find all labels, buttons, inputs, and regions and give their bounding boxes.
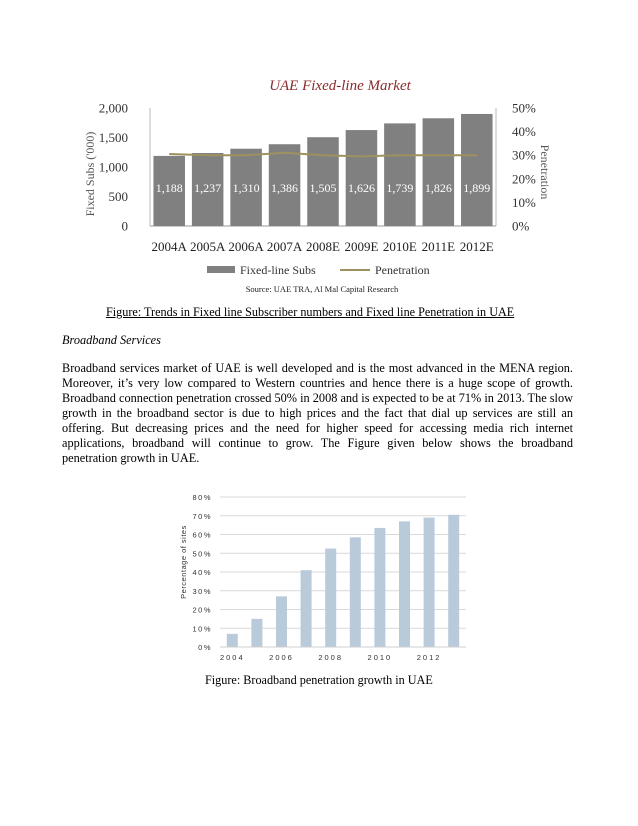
bar-fixed-line-subs [384,123,416,226]
y2-tick-label: 40% [512,124,536,140]
x-tick-label: 2010 [367,653,393,662]
bar-penetration [374,528,385,647]
y-tick-label: 0 [121,218,128,234]
figure2-caption: Figure: Broadband penetration growth in UAE [205,673,433,687]
bar-value-label: 1,899 [463,181,491,195]
x-tick-label: 2011E [421,239,456,254]
bar-fixed-line-subs [346,130,378,226]
y-tick-label: 1,000 [98,159,128,175]
bar-penetration [251,619,262,647]
bar-penetration [399,521,410,647]
bar-penetration [448,515,459,647]
y-tick-label: 10% [192,624,212,634]
bar-value-label: 1,310 [232,181,260,195]
y-tick-label: 50% [192,549,212,559]
legend-bar-swatch [207,266,235,273]
broadband-penetration-chart [168,466,478,666]
bar-value-label: 1,188 [155,181,183,195]
section-paragraph: Broadband services market of UAE is well developed and is the most advanced in the MENA region. Moreover, it’s very low compared to Western countries and hence there is a huge scope of growth. Broadband connection penetration crossed 50% in 2008 and is expected to be at 71% in 2013. The slow growth in the broadband sector is due to high prices and the fact that dial up services are still an offering. But decreasing prices and the need for higher speed for accessing media rich internet applications, broadband will continue to grow. The Figure given below shows the broadband penetration growth in UAE. [62,361,573,465]
x-tick-label: 2012E [459,239,494,254]
y-tick-label: 70% [192,511,212,521]
bar-penetration [424,518,435,647]
y-tick-label: 0% [198,643,212,652]
legend-label-subs: Fixed-line Subs [240,263,316,277]
x-tick-label: 2007A [266,239,303,254]
bar-value-label: 1,739 [386,181,414,195]
bar-value-label: 1,505 [309,181,337,195]
x-tick-label: 2008 [318,653,344,662]
y2-tick-label: 50% [512,100,536,116]
y-tick-label: 40% [192,568,212,577]
x-tick-label: 2005A [189,239,226,254]
x-tick-label: 2008E [306,239,340,254]
bar-value-label: 1,237 [194,181,222,195]
y-tick-label: 60% [192,530,212,540]
x-tick-label: 2004 [219,653,245,662]
x-tick-label: 2010E [382,239,417,254]
y-tick-label: 500 [108,189,128,204]
chart-title: UAE Fixed-line Market [269,78,411,94]
y-tick-label: 2,000 [98,100,128,116]
chart-source: Source: UAE TRA, Al Mal Capital Research [245,284,399,294]
y-tick-label: 80% [192,493,212,502]
x-tick-label: 2006A [228,239,264,254]
y-axis-label: Percentage of sites [179,525,188,599]
bar-penetration [325,549,336,647]
figure1-caption: Figure: Trends in Fixed line Subscriber numbers and Fixed line Penetration in UAE [106,305,515,319]
bar-fixed-line-subs [423,118,455,226]
x-tick-label: 2009E [344,239,379,254]
x-tick-label: 2004A [151,239,187,254]
y-tick-label: 30% [192,586,212,596]
x-tick-label: 2012 [416,653,442,662]
y2-tick-label: 10% [512,194,536,210]
bar-penetration [276,596,287,647]
bar-penetration [350,537,361,647]
bar-fixed-line-subs [461,114,493,226]
bar-value-label: 1,826 [424,181,452,195]
y-tick-label: 1,500 [98,130,128,145]
y2-tick-label: 0% [512,218,530,234]
y-axis-label: Fixed Subs ('000) [83,131,97,217]
bar-value-label: 1,386 [271,181,299,195]
legend-label-penetration: Penetration [375,263,430,277]
x-tick-label: 2006 [269,653,294,662]
bar-penetration [227,634,238,647]
bar-penetration [301,570,312,647]
fixed-line-market-chart [70,68,570,300]
y2-tick-label: 20% [512,171,536,187]
y2-tick-label: 30% [512,147,536,163]
y2-axis-label: Penetration [538,144,552,200]
bar-value-label: 1,626 [347,181,375,195]
y-tick-label: 20% [192,605,212,615]
section-heading: Broadband Services [62,333,161,347]
